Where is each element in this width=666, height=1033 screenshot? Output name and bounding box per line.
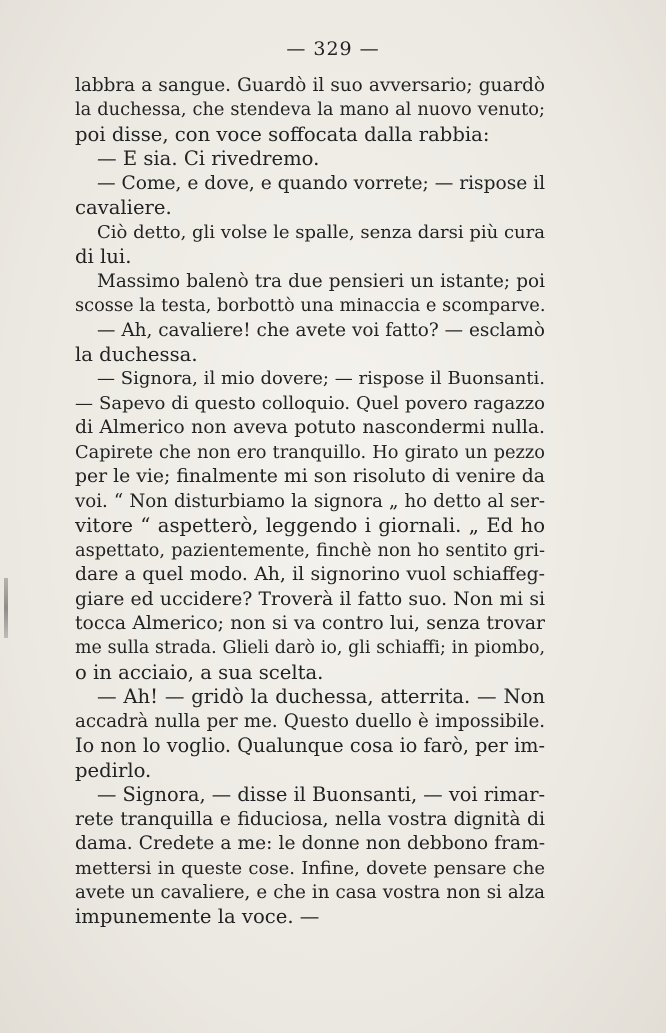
text-line: tocca Almerico; non si va contro lui, senza trovar — [75, 612, 545, 634]
text-line: Io non lo voglio. Qualunque cosa io farò, per im- — [75, 734, 545, 758]
text-line: cavaliere. — [75, 196, 172, 220]
text-line: rete tranquilla e fiduciosa, nella vostra dignità di — [75, 808, 545, 830]
text-line: scosse la testa, borbottò una minaccia e scomparve. — [75, 295, 546, 317]
text-line: la duchessa. — [75, 342, 198, 366]
text-line: o in acciaio, a sua scelta. — [75, 660, 324, 684]
page-number: — 329 — — [286, 38, 380, 60]
text-line: — Signora, il mio dovere; — rispose il Buonsanti. — [97, 368, 545, 390]
text-line: accadrà nulla per me. Questo duello è impossibile. — [75, 710, 545, 732]
text-line: labbra a sangue. Guardò il suo avversario; guardò — [75, 75, 545, 96]
text-line: Massimo balenò tra due pensieri un istante; poi — [97, 270, 545, 292]
body-text — [75, 74, 545, 930]
text-line: Capirete che non ero tranquillo. Ho girato un pezzo — [75, 441, 545, 463]
text-line: — E sia. Ci rivedremo. — [97, 147, 320, 171]
text-line: mettersi in queste cose. Infine, dovete pensare che — [75, 857, 545, 879]
text-line: Ciò detto, gli volse le spalle, senza darsi più cura — [97, 221, 545, 243]
text-line: pedirlo. — [75, 758, 152, 782]
text-line: aspettato, pazientemente, finchè non ho sentito gri- — [75, 539, 545, 561]
text-line: me sulla strada. Glieli darò io, gli schiaffi; in piombo, — [75, 638, 545, 659]
text-line: giare ed uccidere? Troverà il fatto suo. Non mi si — [75, 588, 545, 610]
text-line: dare a quel modo. Ah, il signorino vuol schiaffeg- — [75, 564, 545, 586]
text-line: — Ah! — gridò la duchessa, atterrita. — Non — [97, 685, 545, 709]
text-line: per le vie; finalmente mi son risoluto di venire da — [75, 466, 545, 488]
text-line: impunemente la voce. — — [75, 905, 320, 929]
text-line: voi. “ Non disturbiamo la signora „ ho detto al ser- — [75, 490, 545, 512]
text-line: — Signora, — disse il Buonsanti, — voi rimar- — [97, 783, 546, 807]
text-line: di lui. — [75, 245, 132, 269]
text-line: dama. Credete a me: le donne non debbono fram- — [75, 833, 545, 855]
text-line: — Ah, cavaliere! che avete voi fatto? — esclamò — [97, 319, 545, 341]
text-line: di Almerico non aveva potuto nascondermi nulla. — [75, 417, 545, 439]
text-line: — Sapevo di questo colloquio. Quel povero ragazzo — [75, 392, 545, 414]
text-line: la duchessa, che stendeva la mano al nuovo venuto; — [75, 99, 545, 121]
margin-smudge — [4, 578, 8, 638]
text-line: avete un cavaliere, e che in casa vostra non si alza — [75, 881, 545, 903]
text-line: vitore “ aspetterò, leggendo i giornali. „ Ed ho — [75, 514, 545, 538]
text-line: — Come, e dove, e quando vorrete; — rispose il — [97, 172, 546, 194]
text-line: poi disse, con voce soffocata dalla rabbia: — [75, 122, 490, 146]
